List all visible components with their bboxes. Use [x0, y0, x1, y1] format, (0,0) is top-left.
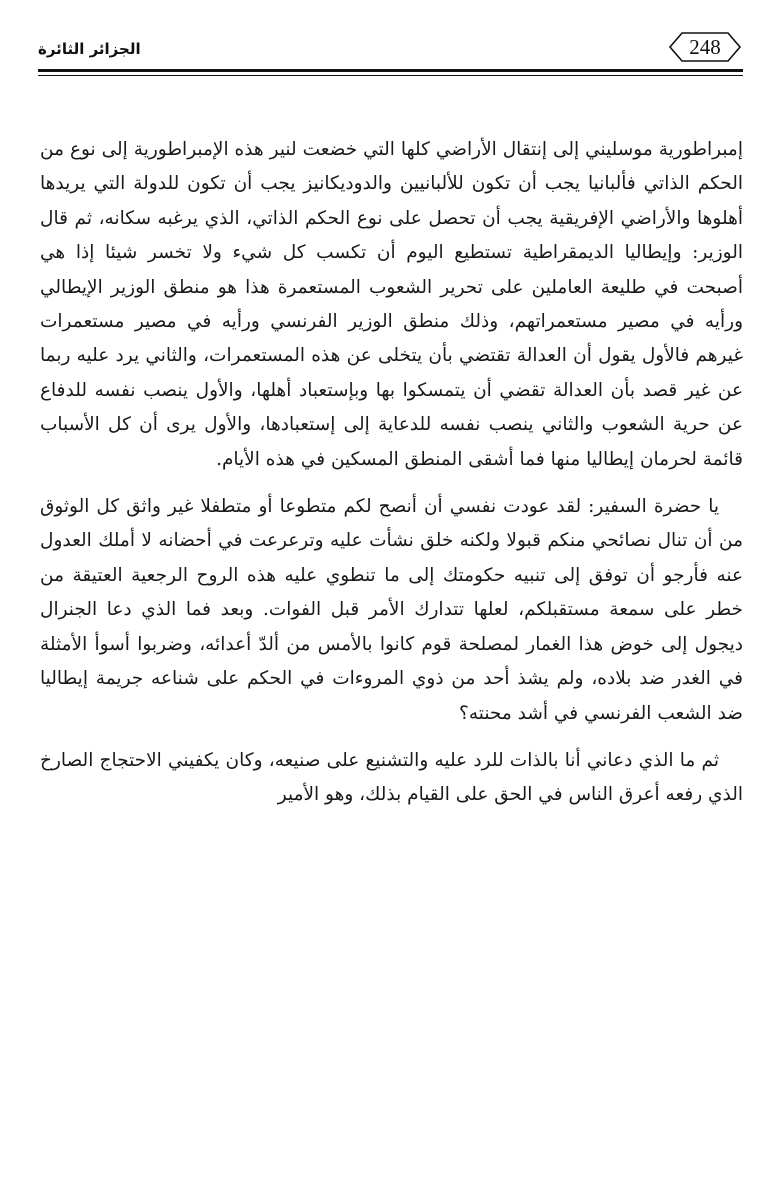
page-number-badge — [666, 30, 744, 64]
header-rule-thick — [38, 69, 743, 72]
page-header — [38, 30, 743, 70]
running-title: الجزائر الثائرة — [38, 40, 141, 58]
paragraph-2: يا حضرة السفير: لقد عودت نفسي أن أنصح لكم متطوعا أو متطفلا غير واثق كل الوثوق من أن تنال نصائحي منكم قبولا ولكنه خلق نشأت عليه وترعرعت في أحضانه لا أملك العدول عنه فأرجو أن توفق إلى تنبيه حكومتك إلى ما تنطوي عليه هذه الروح الرجعية العتيقة من خطر على سمعة مستقبلكم، لعلها تتدارك الأمر قبل الفوات. وبعد فما الذي دعا الجنرال ديجول إلى خوض هذا الغمار لمصلحة قوم كانوا بالأمس من ألدّ أعدائه، وضربوا أسوأ الأمثلة في الغدر ضد بلاده، ولم يشذ أحد من ذوي المروءات في الحكم على شناعه جريمة إيطاليا ضد الشعب الفرنسي في أشد محنته؟ — [40, 496, 743, 724]
body-text — [40, 133, 743, 826]
paragraph-3: ثم ما الذي دعاني أنا بالذات للرد عليه والتشنيع على صنيعه، وكان يكفيني الاحتجاج الصارخ الذي رفعه أعرق الناس في الحق على القيام بذلك، وهو الأمير — [40, 749, 743, 806]
page-number: 248 — [689, 35, 721, 59]
header-rule-thin — [38, 75, 743, 76]
paragraph-1: إمبراطورية موسليني إلى إنتقال الأراضي كلها التي خضعت لنير هذه الإمبراطورية إلى نوع من الحكم الذاتي فألبانيا يجب أن تكون للألبانيين والدوديكانيز يجب أن تكون للدولة التي يريدها أهلوها والأراضي الإفريقية يجب أن تحصل على نوع الحكم الذاتي، الذي يرغبه سكانه، ثم قال الوزير: وإيطاليا الديمقراطية تستطيع اليوم أن تكسب كل شيء ولا تخسر شيئا إذا هي أصبحت في طليعة العاملين على تحرير الشعوب المستعمرة هذا هو منطق الوزير الإيطالي ورأيه في مصير مستعمراتهم، وذلك منطق الوزير الفرنسي ورأيه في مصير مستعمرات غيرهم فالأول يقول أن العدالة تقتضي بأن يتخلى عن هذه المستعمرات، والثاني يرد عليه ربما عن غير قصد بأن العدالة تقضي أن يتمسكوا بها وبإستعباد أهلها، والأول ينصب نفسه للدفاع عن حرية الشعوب والثاني ينصب نفسه للدعاية إلى إستعبادها، والأول يرى أن كل الأسباب قائمة لحرمان إيطاليا منها فما أشقى المنطق المسكين في هذه الأيام. — [40, 139, 743, 470]
